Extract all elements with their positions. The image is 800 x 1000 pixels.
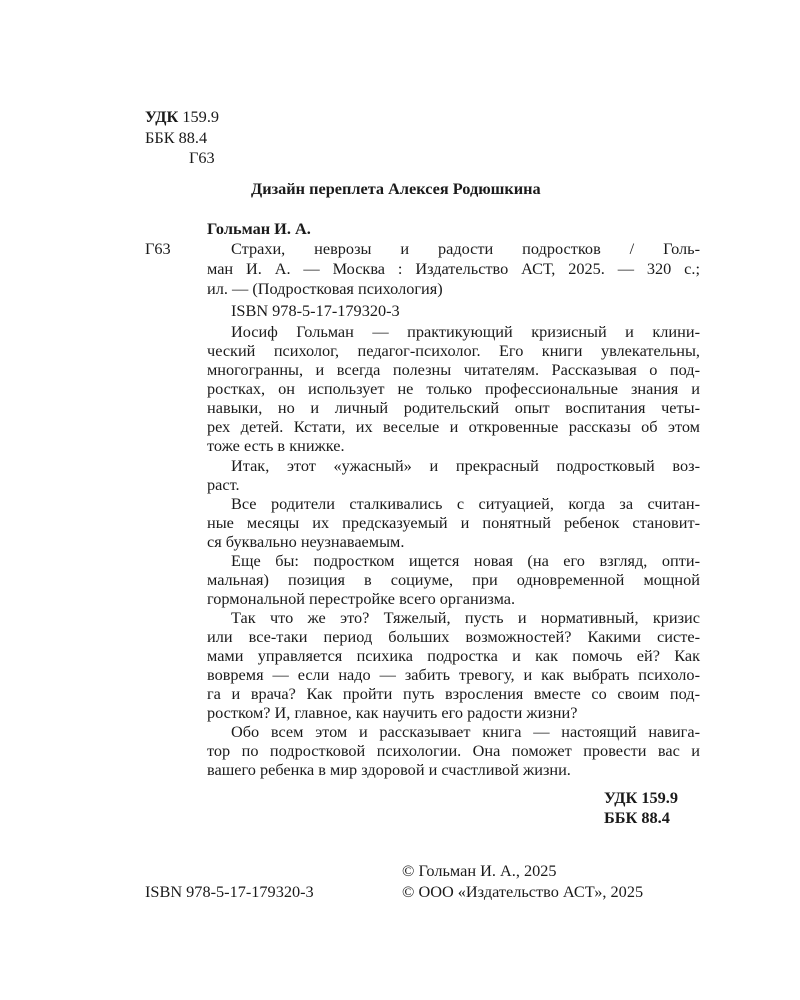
author-copyright: © Гольман И. А., 2025 xyxy=(402,861,557,880)
annotation-line: Все родители сталкивались с ситуацией, когда за считан- xyxy=(231,494,700,513)
annotation-line: вашего ребенка в мир здоровой и счастливой жизни. xyxy=(207,760,571,779)
bbk-label: ББК xyxy=(145,128,175,147)
publisher-copyright: © ООО «Издательство АСТ», 2025 xyxy=(402,882,644,901)
bbk-value: 88.4 xyxy=(178,128,208,147)
record-line-2: ман И. А. — Москва : Издательство АСТ, 2025. — 320 с.; xyxy=(207,259,700,278)
udk-line xyxy=(145,107,219,127)
bottom-udk: УДК 159.9 xyxy=(604,788,679,807)
annotation-line: Еще бы: подростком ищется новая (на его взгляд, опти- xyxy=(231,551,700,570)
annotation-line: га и врача? Как пройти путь взросления вместе со своим под- xyxy=(207,684,700,703)
annotation-line: навыки, но и личный родительский опыт воспитания четы- xyxy=(207,398,700,417)
annotation-line: Иосиф Гольман — практикующий кризисный и клини- xyxy=(231,322,700,341)
annotation-line: ческий психолог, педагог-психолог. Его книги увлекательны, xyxy=(207,341,700,360)
annotation-line: тор по подростковой психологии. Она поможет провести вас и xyxy=(207,741,700,760)
design-credit: Дизайн переплета Алексея Родюшкина xyxy=(251,179,541,198)
record-line-1: Страхи, неврозы и радости подростков / Голь- xyxy=(231,239,700,258)
bbk-line xyxy=(145,128,207,148)
annotation-line: мами управляется психика подростка и как помочь ей? Как xyxy=(207,646,700,665)
author-heading: Гольман И. А. xyxy=(207,219,311,238)
annotation-line: рех детей. Кстати, их веселые и откровенные рассказы об этом xyxy=(207,417,700,436)
annotation-line: ростком? И, главное, как научить его радости жизни? xyxy=(207,703,578,722)
copyright-isbn: ISBN 978-5-17-179320-3 xyxy=(145,882,314,901)
author-mark-top: Г63 xyxy=(189,148,215,167)
annotation-line: ростках, он использует не только профессиональные знания и xyxy=(207,379,700,398)
udk-label: УДК xyxy=(145,107,179,126)
annotation-line: Так что же это? Тяжелый, пусть и нормативный, кризис xyxy=(231,608,700,627)
annotation-line: мальная) позиция в социуме, при одновременной мощной xyxy=(207,570,700,589)
record-line-3: ил. — (Подростковая психология) xyxy=(207,279,443,298)
annotation-line: многогранны, и всегда полезны читателям. Рассказывая о под- xyxy=(207,360,700,379)
bottom-bbk: ББК 88.4 xyxy=(604,808,670,827)
annotation-line: Итак, этот «ужасный» и прекрасный подростковый воз- xyxy=(231,456,700,475)
annotation-line: вовремя — если надо — забить тревогу, и как выбрать психоло- xyxy=(207,665,700,684)
annotation-line: или все-таки период больших возможностей? Какими систе- xyxy=(207,627,700,646)
udk-value: 159.9 xyxy=(182,107,220,126)
annotation-line: гормональной перестройке всего организма. xyxy=(207,589,516,608)
annotation-line: ся буквально неузнаваемым. xyxy=(207,532,405,551)
annotation-line: ные месяцы их предсказуемый и понятный ребенок становит- xyxy=(207,513,700,532)
annotation-line: раст. xyxy=(207,475,240,494)
record-isbn: ISBN 978-5-17-179320-3 xyxy=(231,301,400,320)
annotation-line: Обо всем этом и рассказывает книга — настоящий навига- xyxy=(231,722,700,741)
author-mark: Г63 xyxy=(145,239,171,258)
annotation-line: тоже есть в книжке. xyxy=(207,436,345,455)
